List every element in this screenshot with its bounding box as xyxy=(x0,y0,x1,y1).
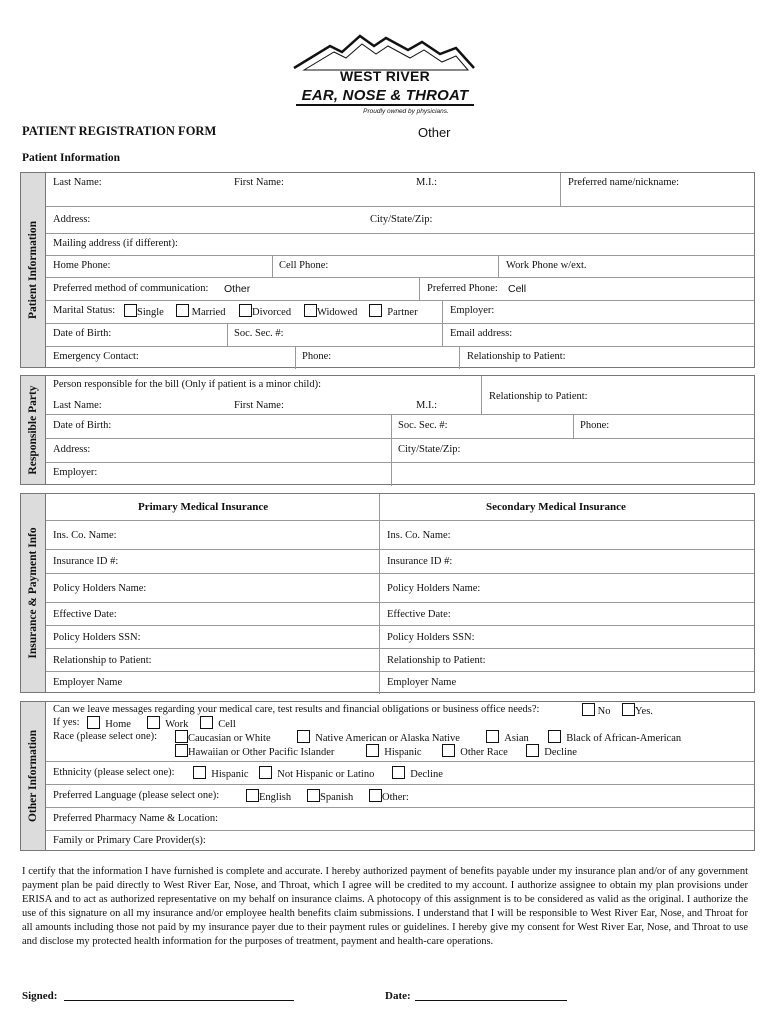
insurance-row xyxy=(46,626,754,649)
provider-field[interactable]: Family or Primary Care Provider(s): xyxy=(53,835,206,846)
spanish-checkbox[interactable] xyxy=(307,789,320,802)
patient-row-address xyxy=(46,207,754,234)
divorced-checkbox[interactable] xyxy=(239,304,252,317)
asian-label: Asian xyxy=(504,733,529,744)
messages-yes-checkbox[interactable] xyxy=(622,703,635,716)
date-line[interactable] xyxy=(415,989,567,1001)
hawaiian-checkbox[interactable] xyxy=(175,744,188,757)
resp-ssn-field[interactable]: Soc. Sec. #: xyxy=(398,420,448,431)
secondary-ins-co-name-field[interactable]: Ins. Co. Name: xyxy=(387,530,451,541)
decline-race-checkbox[interactable] xyxy=(526,744,539,757)
divorced-label: Divorced xyxy=(252,307,292,318)
widowed-label: Widowed xyxy=(317,307,358,318)
primary-policy-holders-name-field[interactable]: Policy Holders Name: xyxy=(53,583,147,594)
date-label: Date: xyxy=(385,990,411,1002)
eth-decline-label: Decline xyxy=(410,769,443,780)
emergency-relationship-field[interactable]: Relationship to Patient: xyxy=(467,351,566,362)
logo-line2: EAR, NOSE & THROAT xyxy=(296,87,474,106)
ssn-field[interactable]: Soc. Sec. #: xyxy=(234,328,284,339)
other-row-messages-race xyxy=(46,702,754,762)
pref-phone-value[interactable]: Cell xyxy=(508,283,527,295)
patient-info-heading: Patient Information xyxy=(22,152,121,164)
resp-first-name-field[interactable]: First Name: xyxy=(234,400,284,411)
secondary-insurance-heading: Secondary Medical Insurance xyxy=(486,501,626,513)
first-name-field[interactable]: First Name: xyxy=(234,177,284,188)
lang-other-label: Other: xyxy=(382,792,409,803)
eth-hispanic-checkbox[interactable] xyxy=(193,766,206,779)
resp-mi-field[interactable]: M.I.: xyxy=(416,400,437,411)
resp-city-state-zip-field[interactable]: City/State/Zip: xyxy=(398,444,461,455)
primary-relationship-to-patient-field[interactable]: Relationship to Patient: xyxy=(53,655,152,666)
decline-race-label: Decline xyxy=(544,747,577,758)
responsible-row-dob xyxy=(46,415,754,439)
logo-line1: WEST RIVER xyxy=(339,68,431,84)
insurance-row xyxy=(46,603,754,626)
insurance-row xyxy=(46,521,754,550)
not-hispanic-label: Not Hispanic or Latino xyxy=(277,769,375,780)
patient-row-phones xyxy=(46,256,754,278)
mailing-address-field[interactable]: Mailing address (if different): xyxy=(53,238,178,249)
patient-row-marital xyxy=(46,301,754,324)
secondary-relationship-to-patient-field[interactable]: Relationship to Patient: xyxy=(387,655,486,666)
resp-relationship-field[interactable]: Relationship to Patient: xyxy=(489,391,588,402)
other-race-label: Other Race xyxy=(460,747,508,758)
responsible-side-label: Responsible Party xyxy=(21,376,46,484)
emergency-phone-field[interactable]: Phone: xyxy=(302,351,332,362)
pref-method-label: Preferred method of communication: xyxy=(53,283,209,294)
responsible-party-section xyxy=(20,375,755,485)
home-phone-field[interactable]: Home Phone: xyxy=(53,260,111,271)
home-label: Home xyxy=(105,719,131,730)
patient-row-name xyxy=(46,173,754,207)
patient-row-dob xyxy=(46,324,754,347)
resp-last-name-field[interactable]: Last Name: xyxy=(53,400,102,411)
signed-label: Signed: xyxy=(22,990,58,1002)
eth-decline-checkbox[interactable] xyxy=(392,766,405,779)
single-checkbox[interactable] xyxy=(124,304,137,317)
mountain-logo-icon xyxy=(290,32,480,72)
insurance-row xyxy=(46,574,754,603)
eth-hispanic-label: Hispanic xyxy=(211,769,249,780)
pref-phone-label: Preferred Phone: xyxy=(427,283,498,294)
not-hispanic-checkbox[interactable] xyxy=(259,766,272,779)
native-american-label: Native American or Alaska Native xyxy=(315,733,460,744)
hispanic-race-label: Hispanic xyxy=(384,747,422,758)
work-label: Work xyxy=(165,719,189,730)
insurance-row xyxy=(46,649,754,672)
native-american-checkbox[interactable] xyxy=(297,730,310,743)
primary-ins-co-name-field[interactable]: Ins. Co. Name: xyxy=(53,530,117,541)
email-field[interactable]: Email address: xyxy=(450,328,513,339)
primary-policy-holders-ssn-field[interactable]: Policy Holders SSN: xyxy=(53,632,141,643)
caucasian-checkbox[interactable] xyxy=(175,730,188,743)
black-checkbox[interactable] xyxy=(548,730,561,743)
person-responsible-label: Person responsible for the bill (Only if patient is a minor child): xyxy=(53,379,321,390)
hispanic-race-checkbox[interactable] xyxy=(366,744,379,757)
secondary-policy-holders-ssn-field[interactable]: Policy Holders SSN: xyxy=(387,632,475,643)
married-checkbox[interactable] xyxy=(176,304,189,317)
other-race-checkbox[interactable] xyxy=(442,744,455,757)
if-yes-label: If yes: xyxy=(53,717,80,728)
pharmacy-field[interactable]: Preferred Pharmacy Name & Location: xyxy=(53,813,219,824)
pref-method-value[interactable]: Other xyxy=(224,283,251,295)
secondary-employer-name-field[interactable]: Employer Name xyxy=(387,677,457,688)
cell-label: Cell xyxy=(218,719,236,730)
company-logo xyxy=(290,32,480,122)
ethnicity-label: Ethnicity (please select one): xyxy=(53,767,175,778)
patient-information-section xyxy=(20,172,755,368)
signature-line[interactable] xyxy=(64,989,294,1001)
certification-text: I certify that the information I have furnished is complete and accurate. I hereby authorized payment of benefits payable under my insurance plan and/or of any government payment plan be paid directly to West River Ear, Nose, and Throat, which I agree will be credited to my account. I authorize assignee to obtain my plan provisions under ERISA and to act as authorized representative on my behalf on insurance claims. A photocopy of this assignment is to be considered as valid as the original. I authorize the use of this signature on all my insurance and/or employee health benefits claim submissions. I understand that I will be responsible to West River Ear, Nose, and Throat for all amounts including those not paid by my insurance payer due to their payment rules or guidelines. I hereby give my consent for West River Ear, Nose, and Throat to use and disclose my protected health information for the purposes of treatment, payment and health-care operations. xyxy=(22,866,748,947)
black-label: Black of African-American xyxy=(566,733,682,744)
responsible-row-name xyxy=(46,376,754,415)
resp-dob-field[interactable]: Date of Birth: xyxy=(53,420,112,431)
top-fill-value[interactable]: Other xyxy=(418,125,451,140)
city-state-zip-field[interactable]: City/State/Zip: xyxy=(370,214,433,225)
partner-checkbox[interactable] xyxy=(369,304,382,317)
patient-row-mailing xyxy=(46,234,754,256)
dob-field[interactable]: Date of Birth: xyxy=(53,328,112,339)
other-row-language xyxy=(46,785,754,808)
resp-phone-field[interactable]: Phone: xyxy=(580,420,610,431)
lang-other-checkbox[interactable] xyxy=(369,789,382,802)
work-phone-field[interactable]: Work Phone w/ext. xyxy=(506,260,587,271)
responsible-row-address xyxy=(46,439,754,463)
primary-employer-name-field[interactable]: Employer Name xyxy=(53,677,123,688)
resp-employer-field[interactable]: Employer: xyxy=(53,467,98,478)
hawaiian-label: Hawaiian or Other Pacific Islander xyxy=(188,747,335,758)
logo-tagline: Proudly owned by physicians. xyxy=(363,108,449,115)
primary-insurance-heading: Primary Medical Insurance xyxy=(138,501,269,513)
other-row-provider xyxy=(46,831,754,852)
patient-row-communication xyxy=(46,278,754,301)
secondary-effective-date-field[interactable]: Effective Date: xyxy=(387,609,451,620)
last-name-field[interactable]: Last Name: xyxy=(53,177,102,188)
english-label: English xyxy=(259,792,292,803)
form-title: PATIENT REGISTRATION FORM xyxy=(22,124,217,138)
married-label: Married xyxy=(191,307,226,318)
spanish-label: Spanish xyxy=(320,792,354,803)
home-checkbox[interactable] xyxy=(87,716,100,729)
insurance-header-row xyxy=(46,494,754,521)
employer-field[interactable]: Employer: xyxy=(450,305,495,316)
insurance-side-label: Insurance & Payment Info xyxy=(21,494,46,692)
primary-effective-date-field[interactable]: Effective Date: xyxy=(53,609,117,620)
other-information-section xyxy=(20,701,755,851)
cell-phone-field[interactable]: Cell Phone: xyxy=(279,260,329,271)
other-side-label: Other Information xyxy=(21,702,46,850)
messages-question: Can we leave messages regarding your medical care, test results and financial obligations or business office needs?: xyxy=(53,704,540,715)
address-field[interactable]: Address: xyxy=(53,214,91,225)
mi-field[interactable]: M.I.: xyxy=(416,177,437,188)
single-label: Single xyxy=(137,307,164,318)
language-label: Preferred Language (please select one): xyxy=(53,790,220,801)
partner-label: Partner xyxy=(387,307,418,318)
insurance-row xyxy=(46,550,754,574)
secondary-policy-holders-name-field[interactable]: Policy Holders Name: xyxy=(387,583,481,594)
insurance-section xyxy=(20,493,755,693)
caucasian-label: Caucasian or White xyxy=(188,733,271,744)
english-checkbox[interactable] xyxy=(246,789,259,802)
widowed-checkbox[interactable] xyxy=(304,304,317,317)
other-row-pharmacy xyxy=(46,808,754,831)
insurance-row xyxy=(46,672,754,694)
primary-insurance-id-field[interactable]: Insurance ID #: xyxy=(53,556,119,567)
asian-checkbox[interactable] xyxy=(486,730,499,743)
patient-row-emergency xyxy=(46,347,754,369)
cell-checkbox[interactable] xyxy=(200,716,213,729)
patient-side-label: Patient Information xyxy=(21,173,46,367)
marital-status-label: Marital Status: xyxy=(53,305,116,316)
preferred-name-field[interactable]: Preferred name/nickname: xyxy=(568,177,680,188)
race-label: Race (please select one): xyxy=(53,731,158,742)
other-row-ethnicity xyxy=(46,762,754,785)
resp-address-field[interactable]: Address: xyxy=(53,444,91,455)
work-checkbox[interactable] xyxy=(147,716,160,729)
emergency-contact-field[interactable]: Emergency Contact: xyxy=(53,351,139,362)
secondary-insurance-id-field[interactable]: Insurance ID #: xyxy=(387,556,453,567)
messages-no-checkbox[interactable] xyxy=(582,703,595,716)
no-label: No xyxy=(597,706,611,717)
yes-label: Yes. xyxy=(635,706,653,717)
responsible-row-employer xyxy=(46,463,754,486)
